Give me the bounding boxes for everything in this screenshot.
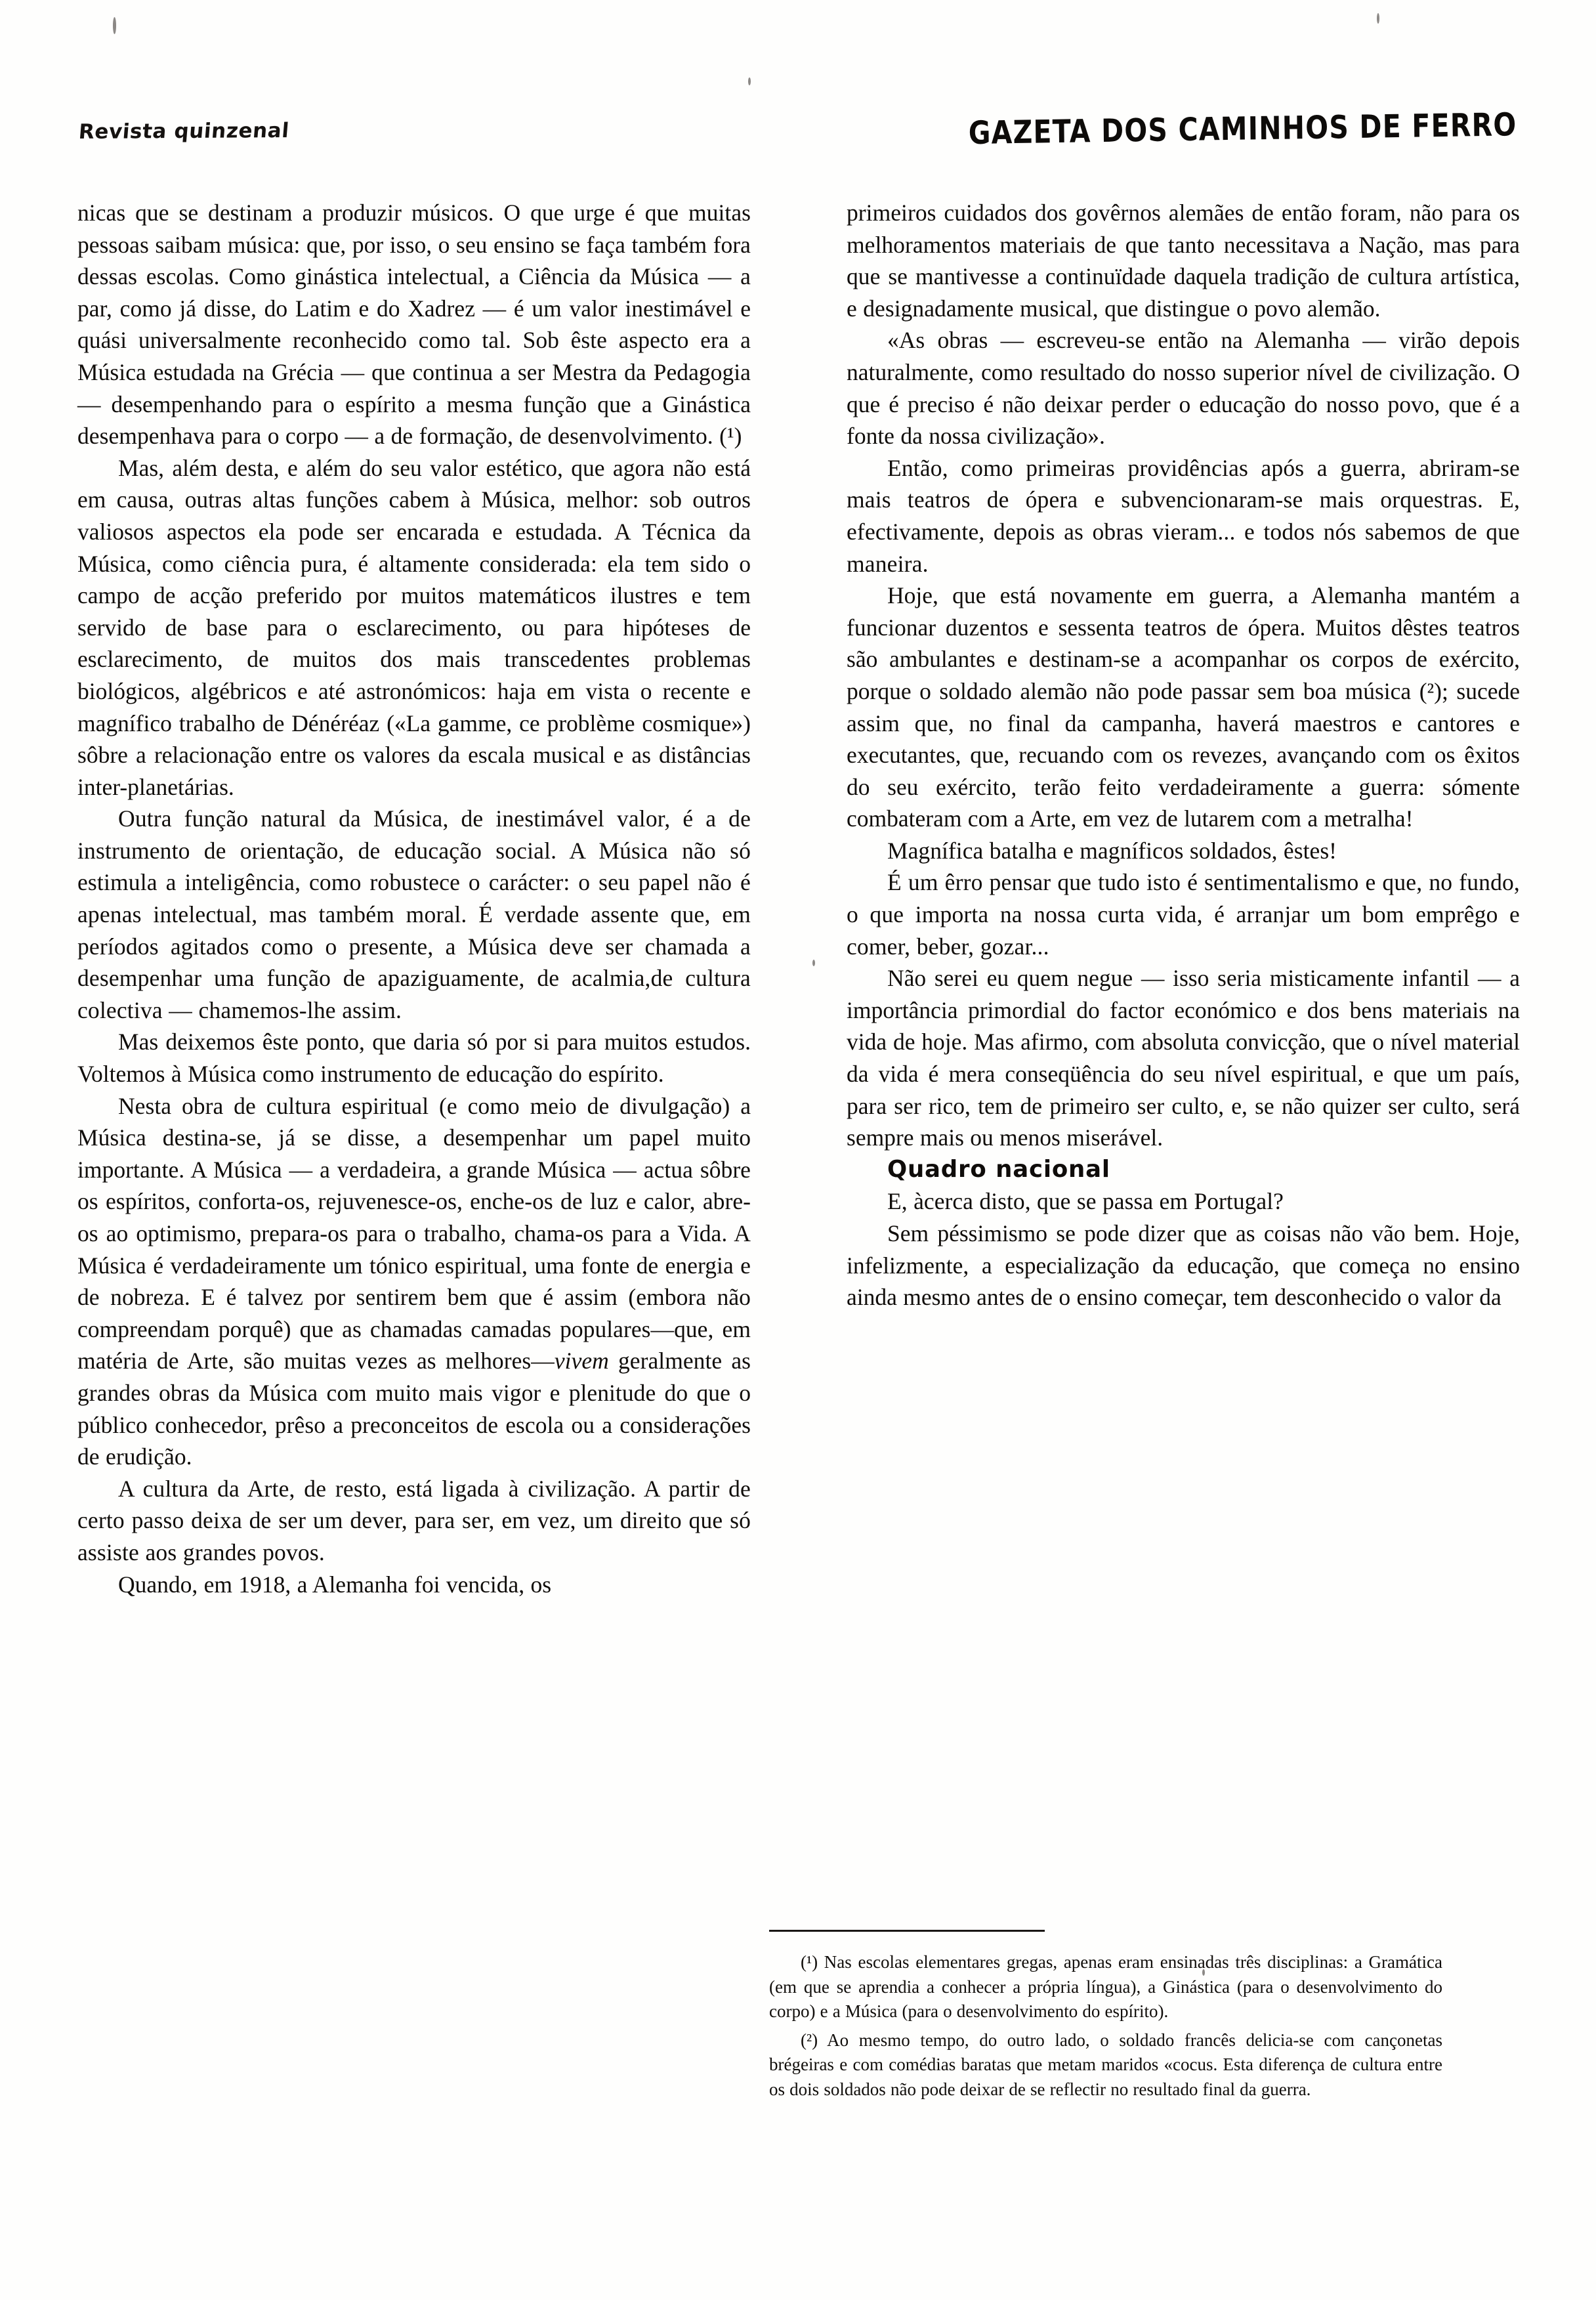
paragraph: primeiros cuidados dos govêrnos alemães de então foram, não para os melhoramentos materiais de que tanto necessitava a Nação, mas para que se mantivesse a continuïdade daquela tradição de cultura artística, e designadamente musical, que distingue o povo alemão.: [847, 200, 1520, 322]
footnote-1: (¹) Nas escolas elementares gregas, apenas eram ensinadas três disciplinas: a Gramática (em que se aprendia a conhecer a própria língua), a Ginástica (para o desenvolvimento do corpo) e a Música (para o desenvolvimento do espírito).: [769, 1952, 1442, 2021]
paragraph: Quando, em 1918, a Alemanha foi vencida, os: [118, 1571, 552, 1598]
scan-speck: [1377, 13, 1379, 24]
running-header-right: GAZETA DOS CAMINHOS DE FERRO: [968, 106, 1517, 152]
paragraph: Hoje, que está novamente em guerra, a Alemanha mantém a funcionar duzentos e sessenta teatros de ópera. Muitos dêstes teatros são ambulantes e destinam-se a acompanhar os corpos de exército, porque o soldado alemão não pode passar sem boa música (²); sucede assim que, no final da campanha, haverá maestros e cantores e executantes, que, recuando com os revezes, avançando com os êxitos do seu exército, terão feito verdadeiramente a guerra: sómente combateram com a Arte, em vez de lutarem com a metralha!: [847, 582, 1520, 832]
emphasised-word: vivem: [554, 1348, 609, 1374]
scan-speck: [748, 77, 751, 85]
footnote-separator-rule: [769, 1930, 1045, 1932]
paragraph: Então, como primeiras providências após a guerra, abriram-se mais teatros de ópera e subvencionaram-se mais orquestras. E, efectivamente, depois as obras vieram... e todos nós sabemos de que maneira.: [847, 454, 1520, 577]
paragraph: A cultura da Arte, de resto, está ligada à civilização. A partir de certo passo deixa de ser um dever, para ser, em vez, um direito que só assiste aos grandes povos.: [77, 1475, 751, 1565]
footnote-2: (²) Ao mesmo tempo, do outro lado, o soldado francês delicia-se com cançonetas brégeiras e com comédias baratas que metam maridos «cocus. Esta diferença de cultura entre os dois soldados não pode deixar de se reflectir no resultado final da guerra.: [769, 2030, 1442, 2099]
column-right: [847, 197, 1520, 1313]
paragraph: Mas deixemos êste ponto, que daria só por si para muitos estudos. Voltemos à Música como instrumento de educação do espírito.: [77, 1029, 751, 1088]
running-header-left: Revista quinzenal: [77, 119, 291, 144]
paragraph: nicas que se destinam a produzir músicos. O que urge é que muitas pessoas saibam música: que, por isso, o seu ensino se faça também fora dessas escolas. Como ginástica intelectual, a Ciência da Música — a par, como já disse, do Latim e do Xadrez — é um valor inestimável e quási universalmente reconhecido como tal. Sob êste aspecto era a Música estudada na Grécia — que continua a ser Mestra da Pedagogia — desempenhando para o espírito a mesma função que a Ginástica desempenhava para o corpo — a de formação, de desenvolvimento. (¹): [77, 200, 751, 450]
scan-speck: [812, 960, 815, 966]
scan-speck: [113, 17, 116, 34]
section-heading-quadro-nacional: Quadro nacional: [887, 1155, 1110, 1183]
paragraph: Sem péssimismo se pode dizer que as coisas não vão bem. Hoje, infelizmente, a especialização da educação, que começa no ensino ainda mesmo antes de o ensino começar, tem desconhecido o valor da: [847, 1220, 1520, 1311]
paragraph: «As obras — escreveu-se então na Alemanha — virão depois naturalmente, como resultado do nosso superior nível de civilização. O que é preciso é não deixar perder o educação do nosso povo, que é a fonte da nossa civilização».: [847, 327, 1520, 450]
paragraph: Mas, além desta, e além do seu valor estético, que agora não está em causa, outras altas funções cabem à Música, melhor: sob outros valiosos aspectos ela pode ser encarada e estudada. A Técnica da Música, como ciência pura, é altamente considerada: ela tem sido o campo de acção preferido por muitos matemáticos ilustres e tem servido de base para o esclarecimento, ou para hipóteses de esclarecimento, de muitos dos mais transcedentes problemas biológicos, algébricos e até astronómicos: haja em vista o recente e magnífico trabalho de Dénéréaz («La gamme, ce problème cosmique») sôbre a relacionação entre os valores da escala musical e as distâncias inter-planetárias.: [77, 454, 751, 800]
paragraph: É um êrro pensar que tudo isto é sentimentalismo e que, no fundo, o que importa na nossa curta vida, é arranjar um bom emprêgo e comer, beber, gozar...: [847, 869, 1520, 960]
paragraph: Outra função natural da Música, de inestimável valor, é a de instrumento de orientação, de educação social. A Música não só estimula a inteligência, como robustece o carácter: o seu papel não é apenas intelectual, mas também moral. É verdade assente que, em períodos agitados como o presente, a Música deve ser chamada a desempenhar uma função de apaziguamente, de acalmia,de cultura colectiva — chamemos-lhe assim.: [77, 805, 751, 1023]
column-left: [77, 197, 751, 1600]
paragraph: E, àcerca disto, que se passa em Portugal?: [887, 1188, 1284, 1215]
paragraph: Magnífica batalha e magníficos soldados, êstes!: [887, 837, 1337, 864]
paragraph: Não serei eu quem negue — isso seria misticamente infantil — a importância primordial do factor económico e dos bens materiais na vida de hoje. Mas afirmo, com absoluta convicção, que o nível material da vida é mera conseqüência do seu nível espiritual, e que um país, para ser rico, tem de primeiro ser culto, e, se não quizer ser culto, será sempre mais ou menos miserável.: [847, 965, 1520, 1151]
running-header: [0, 106, 1596, 158]
paragraph: Nesta obra de cultura espiritual (e como meio de divulgação) a Música destina-se, já se disse, a desempenhar um papel muito importante. A Música — a verdadeira, a grande Música — actua sôbre os espíritos, conforta-os, rejuvenesce-os, enche-os de luz e calor, abre-os ao optimismo, prepara-os para o trabalho, chama-os para a Vida. A Música é verdadeiramente um tónico espiritual, uma fonte de energia e de nobreza. E é talvez por sentirem bem que é assim (embora não compreendam porquê) que as chamadas camadas populares—que, em matéria de Arte, são muitas vezes as melhores—vivem geralmente as grandes obras da Música com muito mais vigor e plenitude do que o público conhecedor, prêso a preconceitos de escola ou a considerações de erudição.: [77, 1092, 751, 1470]
footnote-block: [769, 1930, 1442, 2102]
